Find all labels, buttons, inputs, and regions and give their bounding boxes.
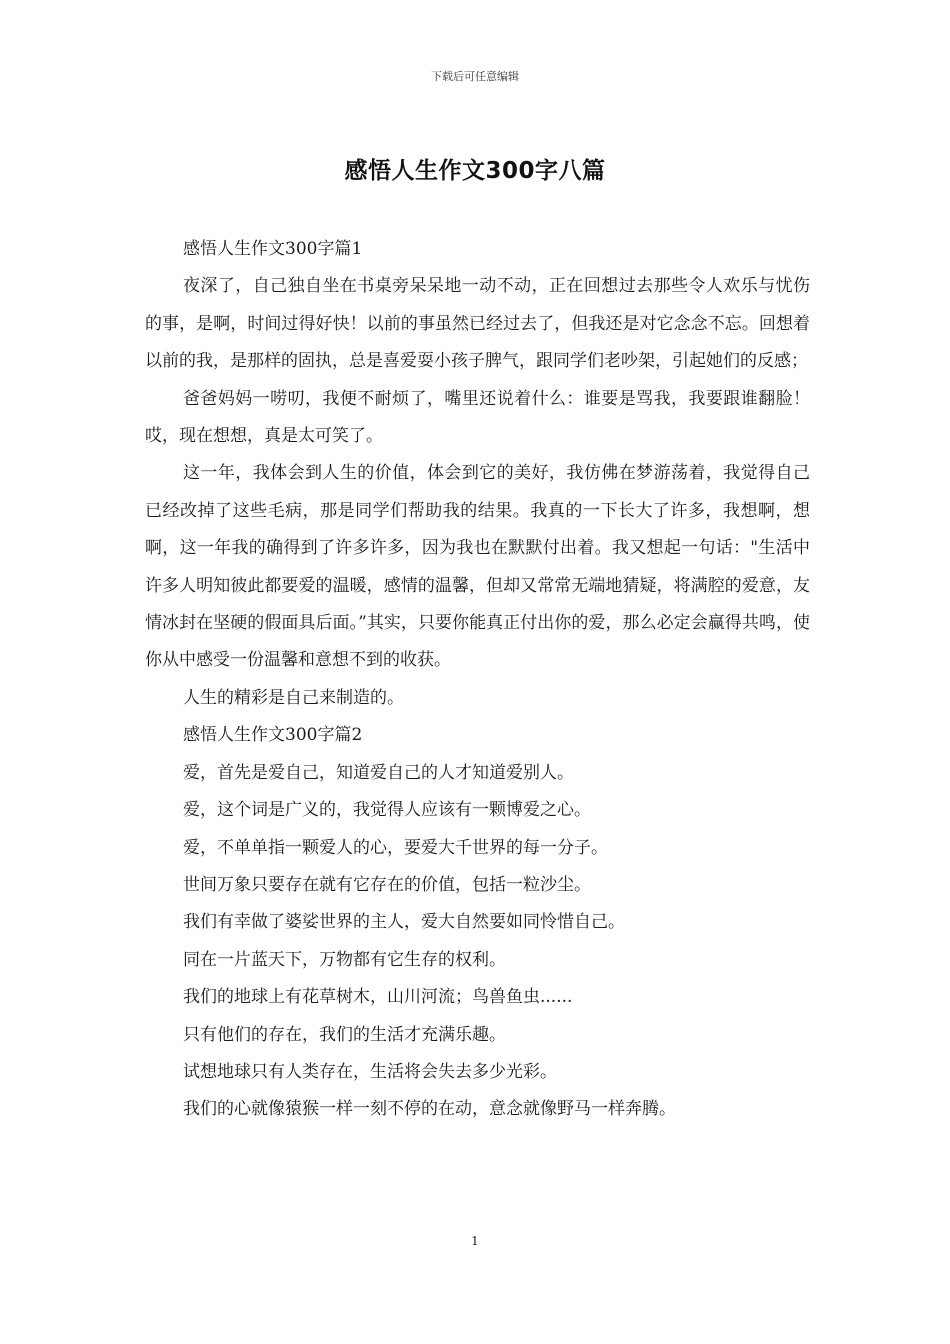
paragraph: 我们的心就像猿猴一样一刻不停的在动，意念就像野马一样奔腾。 bbox=[183, 1099, 676, 1120]
paragraph: 人生的精彩是自己来制造的。 bbox=[183, 687, 404, 708]
paragraph: 我们有幸做了婆娑世界的主人，爱大自然要如同怜惜自己。 bbox=[183, 912, 625, 933]
paragraph: 只有他们的存在，我们的生活才充满乐趣。 bbox=[183, 1024, 506, 1045]
paragraph: 爸爸妈妈一唠叨，我便不耐烦了，嘴里还说着什么：谁要是骂我，我要跟谁翻脸！哎，现在想想，真是太可笑了。 bbox=[145, 388, 810, 447]
paragraph: 爱，首先是爱自己，知道爱自己的人才知道爱别人。 bbox=[183, 762, 574, 783]
paragraph: 我们的地球上有花草树木，山川河流；鸟兽鱼虫...... bbox=[183, 987, 573, 1008]
header-note: 下载后可任意编辑 bbox=[431, 70, 519, 83]
paragraph: 试想地球只有人类存在，生活将会失去多少光彩。 bbox=[183, 1061, 557, 1082]
document-body bbox=[145, 231, 810, 1129]
section-heading: 感悟人生作文300字篇1 bbox=[183, 239, 363, 259]
document-title: 感悟人生作文300字八篇 bbox=[344, 158, 606, 184]
paragraph: 这一年，我体会到人生的价值，体会到它的美好，我仿佛在梦游荡着，我觉得自己已经改掉了这些毛病，那是同学们帮助我的结果。我真的一下长大了许多，我想啊，想啊，这一年我的确得到了许多许多，因为我也在默默付出着。我又想起一句话："生活中许多人明知彼此都要爱的温暖，感情的温馨，但却又常常无端地猜疑，将满腔的爱意，友情冰封在坚硬的假面具后面。”其实，只要你能真正付出你的爱，那么必定会赢得共鸣，使你从中感受一份温馨和意想不到的收获。 bbox=[145, 463, 810, 671]
section-heading: 感悟人生作文300字篇2 bbox=[183, 725, 363, 746]
paragraph: 同在一片蓝天下，万物都有它生存的权利。 bbox=[183, 949, 506, 970]
paragraph: 爱，不单单指一颗爱人的心，要爱大千世界的每一分子。 bbox=[183, 837, 608, 858]
paragraph: 夜深了，自己独自坐在书桌旁呆呆地一动不动，正在回想过去那些令人欢乐与忧伤的事，是啊，时间过得好快！以前的事虽然已经过去了，但我还是对它念念不忘。回想着以前的我，是那样的固执，总是喜爱耍小孩子脾气，跟同学们老吵架，引起她们的反感； bbox=[145, 276, 810, 372]
paragraph: 爱，这个词是广义的，我觉得人应该有一颗博爱之心。 bbox=[183, 800, 591, 821]
paragraph: 世间万象只要存在就有它存在的价值，包括一粒沙尘。 bbox=[183, 874, 591, 895]
page-number: 1 bbox=[471, 1234, 479, 1248]
